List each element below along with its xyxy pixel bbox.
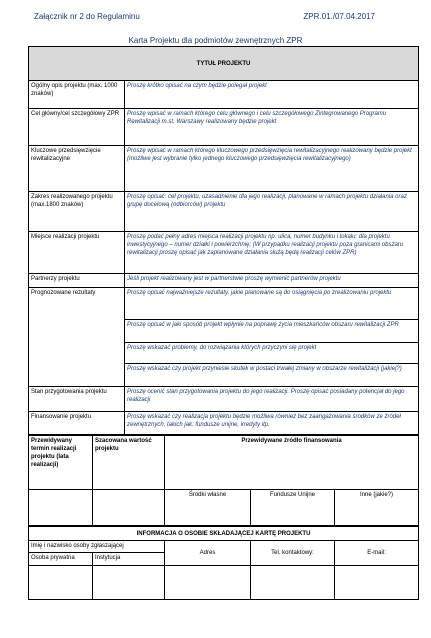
- project-card-form: [28, 46, 418, 600]
- label-estimated-value: Szacowana wartość projektu: [93, 436, 165, 490]
- label-goal: Cel główny/cel szczegółowy ZPR: [29, 109, 125, 146]
- field-phone[interactable]: [251, 566, 335, 600]
- applicant-info-header: INFORMACJA O OSOBIE SKŁADAJĄCEJ KARTĘ PROJEKTU: [29, 527, 419, 541]
- field-address[interactable]: [165, 566, 251, 600]
- header-document-code: ZPR.01./07.04.2017: [303, 12, 375, 21]
- label-financing: Finansowanie projektu: [29, 412, 125, 435]
- label-applicant-name: Imię i nazwisko osoby zgłaszającej: [29, 541, 165, 553]
- field-key-undertaking[interactable]: Proszę wpisać w ramach którego kluczowego przedsięwzięcia rewitalizacyjnego realizowany będzie projekt (możliwe jest wybranie tylko jednego kluczowego przedsięwzięcia rewitalizacyjnego): [125, 146, 419, 192]
- field-results-problems[interactable]: Proszę wskazać problemy, do rozwiązania których przyczyni się projekt: [125, 343, 419, 364]
- label-address: Adres: [165, 541, 251, 566]
- header-annex-label: Załącznik nr 2 do Regulaminu: [34, 12, 140, 21]
- field-results-lasting-change[interactable]: Proszę wskazać czy projekt przyniesie skutek w postaci trwałej zmiany w obszarze rewitalizacji (jakiej?): [125, 364, 419, 387]
- label-term: Przewidywany termin realizacji projektu (lata realizacji): [29, 436, 93, 490]
- funding-table: [28, 435, 419, 526]
- field-goal[interactable]: Proszę wpisać w ramach którego celu głównego i celu szczegółowego Zintegrowanego Programu Rewitalizacji m.st. Warszawy realizowany będzie projekt: [125, 109, 419, 146]
- project-title-header: TYTUŁ PROJEKTU: [29, 47, 419, 81]
- document-title: Karta Projektu dla podmiotów zewnętrznych ZPR: [128, 36, 303, 45]
- applicant-table: [28, 526, 419, 600]
- label-scope: Zakres realizowanego projektu (max.1800 znaków): [29, 192, 125, 232]
- label-partners: Partnerzy projektu: [29, 274, 125, 288]
- project-table: [28, 46, 419, 435]
- label-private-person: Osoba prywatna: [29, 553, 93, 566]
- label-preparation: Stan przygotowania projektu: [29, 387, 125, 412]
- label-eu-funds: Fundusze Unijne: [251, 490, 335, 526]
- label-general-description: Ogólny opis projektu (max. 1000 znaków): [29, 81, 125, 109]
- field-general-description[interactable]: Proszę krótko opisać na czym będzie polegał projekt: [125, 81, 419, 109]
- label-institution: Instytucja: [93, 553, 165, 566]
- label-funding-source: Przewidywane źródło finansowania: [165, 436, 419, 490]
- label-key-undertaking: Kluczowe przedsięwzięcie rewitalizacyjne: [29, 146, 125, 192]
- label-own-funds: Środki własne: [165, 490, 251, 526]
- label-phone: Tel. kontaktowy:: [251, 541, 335, 566]
- field-partners[interactable]: Jeśli projekt realizowany jest w partnerstwie proszę wymienić partnerów projektu: [125, 274, 419, 288]
- label-email: E-mail:: [335, 541, 419, 566]
- field-email[interactable]: [335, 566, 419, 600]
- field-term[interactable]: [29, 490, 93, 526]
- field-estimated-value[interactable]: [93, 490, 165, 526]
- field-private-person[interactable]: [29, 566, 93, 600]
- field-preparation[interactable]: Proszę ocenić stan przygotowania projektu do jego realizacji. Proszę opisać posiadany potencjał do jego realizacji: [125, 387, 419, 412]
- label-other-funds: Inne (jakie?): [335, 490, 419, 526]
- label-location: Miejsce realizacji projektu: [29, 232, 125, 274]
- field-institution[interactable]: [93, 566, 165, 600]
- field-financing[interactable]: Proszę wskazać czy realizacja projektu będzie możliwa również bez zaangażowania środków ze źródeł zewnętrznych, takich jak: fundusze unijne, kredyty itp.: [125, 412, 419, 435]
- label-expected-results: Prognozowane rezultaty: [29, 288, 125, 387]
- field-location[interactable]: Proszę podać pełny adres miejsca realizacji projektu np. ulica, numer budynku i lokalu; dla projektu inwestycyjnego – numer działki i powierzchnię; (W przypadku realizacji projektu poza granicami obszaru rewitalizacji proszę opisać jak zaplanowane działania służą będą realizacji celów ZPR): [125, 232, 419, 274]
- field-results-main[interactable]: Proszę opisać najważniejsze rezultaty, jakie planowane są do osiągnięcia po zrealizowaniu projektu: [125, 288, 419, 320]
- field-scope[interactable]: Proszę opisać: cel projektu, uzasadnienie dla jego realizacji, planowane w ramach projektu działania oraz grupę docelową (odbiorców) projektu: [125, 192, 419, 232]
- field-results-life-quality[interactable]: Proszę opisać w jaki sposób projekt wpłynie na poprawę życia mieszkańców obszaru rewitalizacji ZPR: [125, 320, 419, 343]
